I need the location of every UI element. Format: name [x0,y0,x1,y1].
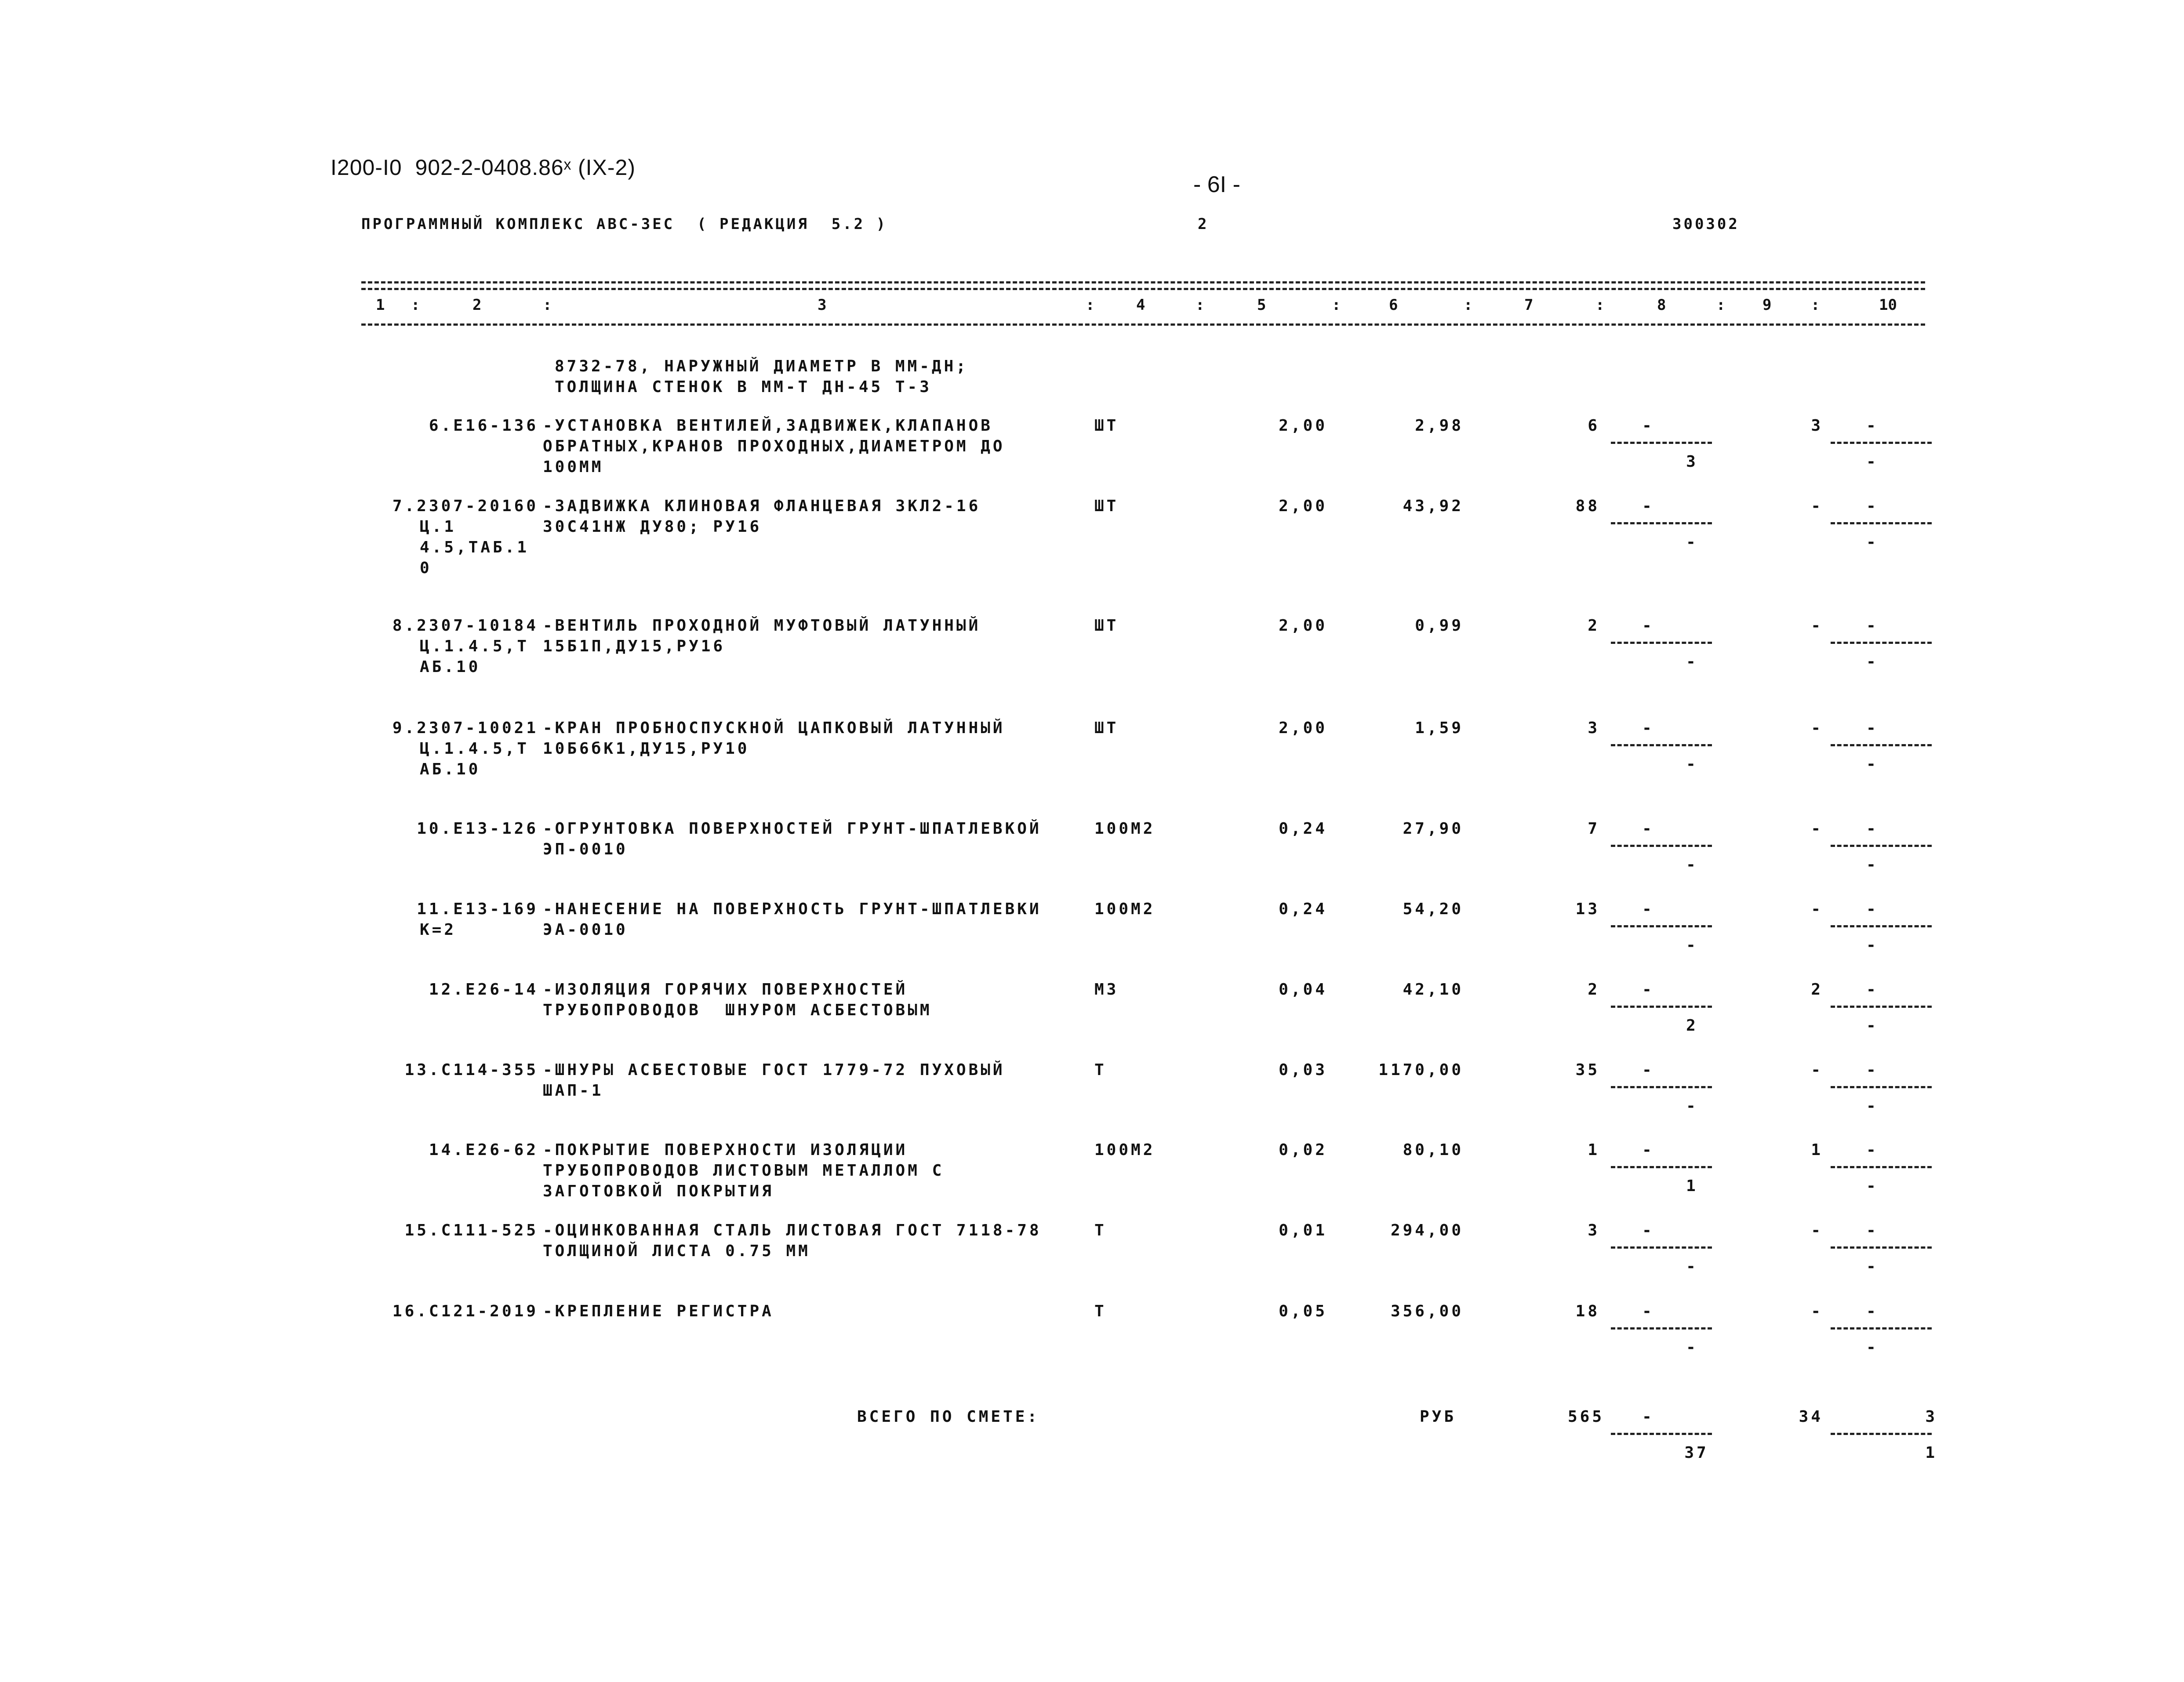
row-col8-denominator: - [1686,1097,1698,1115]
fraction-line [1611,1246,1712,1249]
row-quantity: 0,01 [1279,1221,1327,1239]
total-col9: 34 [1799,1408,1823,1426]
row-col10-numerator: - [1866,497,1879,515]
row-col10-denominator: - [1866,1338,1879,1356]
fraction-line [1611,744,1712,746]
row-code: 13.С114-355 [404,1061,538,1079]
row-col10-denominator: - [1866,856,1879,874]
row-price: 43,92 [1403,497,1464,515]
row-col8-numerator: - [1642,1302,1654,1320]
row-col8-denominator: - [1686,1257,1698,1275]
row-col10-numerator: - [1866,1221,1879,1239]
row-description: -НАНЕСЕНИЕ НА ПОВЕРХНОСТЬ ГРУНТ-ШПАТЛЕВКИ ЭА-0010 [543,900,1042,939]
row-col8: 6 [1588,417,1600,435]
column-separator: : [1811,296,1820,314]
row-col10-denominator: - [1866,755,1879,773]
column-number-3: 3 [818,296,827,314]
fraction-line [1831,1086,1932,1088]
row-quantity: 0,24 [1279,900,1327,918]
row-col9: - [1811,1221,1823,1239]
row-col8: 88 [1575,497,1600,515]
fraction-line [1611,442,1712,444]
row-unit: Т [1094,1221,1107,1239]
fraction-line [1831,522,1932,524]
row-col10-numerator: - [1866,1141,1879,1159]
fraction-line [1611,1086,1712,1088]
row-col9: - [1811,1302,1823,1320]
row-col8-denominator: - [1686,533,1698,551]
column-separator: : [1196,296,1205,314]
row-description: -ОЦИНКОВАННАЯ СТАЛЬ ЛИСТОВАЯ ГОСТ 7118-78 ТОЛЩИНОЙ ЛИСТА 0.75 ММ [543,1221,1042,1260]
fraction-line [1611,1433,1712,1435]
row-price: 294,00 [1390,1221,1464,1239]
fraction-line [1831,1327,1932,1330]
row-col8: 13 [1575,900,1600,918]
row-col10-denominator: - [1866,936,1879,954]
column-separator: : [1332,296,1341,314]
row-col8-numerator: - [1642,1061,1654,1079]
row-description: -ЗАДВИЖКА КЛИНОВАЯ ФЛАНЦЕВАЯ ЗКЛ2-16 30С41НЖ ДУ80; РУ16 [543,497,981,536]
row-col8-numerator: - [1642,1221,1654,1239]
fraction-line [1831,744,1932,746]
row-note: К=2 [420,921,457,939]
row-col9: - [1811,1061,1823,1079]
document-code: I200-I0 902-2-0408.86ˣ (IX-2) [331,155,636,180]
row-col10-numerator: - [1866,719,1879,737]
fraction-line [1611,845,1712,847]
row-unit: 100М2 [1094,900,1156,918]
document-code-number: 300302 [1672,215,1740,233]
row-description: -КРЕПЛЕНИЕ РЕГИСТРА [543,1302,774,1320]
row-code: 14.Е26-62 [429,1141,538,1159]
row-unit: ШТ [1094,719,1119,737]
fraction-line [1611,925,1712,927]
row-code: 10.Е13-126 [417,820,538,838]
sheet-number: 2 [1198,215,1209,233]
row-col10-numerator: - [1866,417,1879,435]
row-col10-denominator: - [1866,1177,1879,1195]
row-col8: 3 [1588,1221,1600,1239]
row-col8-denominator: 1 [1686,1177,1698,1195]
row-price: 42,10 [1403,981,1464,999]
row-col10-denominator: - [1866,653,1879,671]
row-unit: Т [1094,1061,1107,1079]
row-description: -ПОКРЫТИЕ ПОВЕРХНОСТИ ИЗОЛЯЦИИ ТРУБОПРОВОДОВ ЛИСТОВЫМ МЕТАЛЛОМ С ЗАГОТОВКОЙ ПОКРЫТИЯ [543,1141,945,1200]
row-col8: 3 [1588,719,1600,737]
row-code: 7.2307-20160 [392,497,538,515]
column-number-10: 10 [1879,296,1897,314]
row-col8: 7 [1588,820,1600,838]
program-header: ПРОГРАММНЫЙ КОМПЛЕКС АВС-3ЕС ( РЕДАКЦИЯ 5.2 ) [361,215,888,233]
row-col8-numerator: - [1642,417,1654,435]
column-number-6: 6 [1389,296,1398,314]
row-col9: 1 [1811,1141,1823,1159]
row-col10-numerator: - [1866,617,1879,635]
row-col9: - [1811,719,1823,737]
row-price: 356,00 [1390,1302,1464,1320]
row-col8-denominator: - [1686,755,1698,773]
row-code: 15.С111-525 [404,1221,538,1239]
row-code: 11.Е13-169 [417,900,538,918]
total-col10-denominator: 1 [1925,1444,1937,1462]
row-col9: 2 [1811,981,1823,999]
row-col8: 2 [1588,981,1600,999]
fraction-line [1831,1433,1932,1435]
row-col9: 3 [1811,417,1823,435]
row-unit: ШТ [1094,497,1119,515]
row-price: 54,20 [1403,900,1464,918]
row-unit: ШТ [1094,617,1119,635]
total-col10-numerator: 3 [1925,1408,1937,1426]
row-col8-numerator: - [1642,981,1654,999]
row-quantity: 2,00 [1279,617,1327,635]
total-col8-denominator: 37 [1684,1444,1709,1462]
fraction-line [1611,1166,1712,1168]
column-separator: : [1716,296,1726,314]
row-col9: - [1811,900,1823,918]
row-col8-denominator: - [1686,1338,1698,1356]
row-code: 16.С121-2019 [392,1302,538,1320]
column-number-9: 9 [1762,296,1772,314]
row-quantity: 0,03 [1279,1061,1327,1079]
row-col10-numerator: - [1866,900,1879,918]
column-separator: : [1595,296,1605,314]
row-price: 0,99 [1415,617,1464,635]
row-quantity: 0,05 [1279,1302,1327,1320]
row-col10-numerator: - [1866,1061,1879,1079]
row-col10-numerator: - [1866,981,1879,999]
fraction-line [1831,642,1932,644]
total-currency: РУБ [1420,1408,1457,1426]
row-col8-denominator: - [1686,653,1698,671]
row-col10-denominator: - [1866,533,1879,551]
row-col8-denominator: 2 [1686,1017,1698,1035]
row-col8-numerator: - [1642,497,1654,515]
column-number-4: 4 [1136,296,1145,314]
row-col8: 18 [1575,1302,1600,1320]
row-price: 1,59 [1415,719,1464,737]
fraction-line [1831,442,1932,444]
row-col8-numerator: - [1642,900,1654,918]
fraction-line [1611,522,1712,524]
row-description: -ШНУРЫ АСБЕСТОВЫЕ ГОСТ 1779-72 ПУХОВЫЙ ШАП-1 [543,1061,1005,1100]
column-number-8: 8 [1657,296,1666,314]
row-code: 8.2307-10184 [392,617,538,635]
page-number: - 6I - [1193,172,1240,197]
row-col9: - [1811,617,1823,635]
row-col9: - [1811,820,1823,838]
row-description: -КРАН ПРОБНОСПУСКНОЙ ЦАПКОВЫЙ ЛАТУННЫЙ 10Б6бК1,ДУ15,РУ10 [543,719,1005,758]
fraction-line [1611,1327,1712,1330]
row-quantity: 2,00 [1279,719,1327,737]
row-col9: - [1811,497,1823,515]
column-number-2: 2 [472,296,482,314]
row-unit: М3 [1094,981,1119,999]
row-unit: Т [1094,1302,1107,1320]
row-code: 12.Е26-14 [429,981,538,999]
row-price: 2,98 [1415,417,1464,435]
row-col8-numerator: - [1642,719,1654,737]
total-label: ВСЕГО ПО СМЕТЕ: [857,1408,1040,1426]
row-description: -ОГРУНТОВКА ПОВЕРХНОСТЕЙ ГРУНТ-ШПАТЛЕВКОЙ ЭП-0010 [543,820,1042,858]
total-col8-numerator: - [1642,1408,1654,1426]
fraction-line [1831,925,1932,927]
fraction-line [1611,642,1712,644]
row-col8-numerator: - [1642,820,1654,838]
row-description: -УСТАНОВКА ВЕНТИЛЕЙ,ЗАДВИЖЕК,КЛАПАНОВ ОБРАТНЫХ,КРАНОВ ПРОХОДНЫХ,ДИАМЕТРОМ ДО 100ММ [543,417,1005,476]
fraction-line [1831,1006,1932,1008]
column-separator: : [411,296,420,314]
row-col10-numerator: - [1866,1302,1879,1320]
row-col10-denominator: - [1866,1097,1879,1115]
row-col10-denominator: - [1866,1257,1879,1275]
table-top-rule [361,281,1925,283]
row-col8-numerator: - [1642,1141,1654,1159]
row-quantity: 0,04 [1279,981,1327,999]
column-number-5: 5 [1257,296,1266,314]
row-quantity: 0,24 [1279,820,1327,838]
column-number-7: 7 [1524,296,1534,314]
total-col8: 565 [1567,1408,1604,1426]
column-separator: : [1086,296,1095,314]
row-unit: ШТ [1094,417,1119,435]
row-col8: 2 [1588,617,1600,635]
column-separator: : [543,296,552,314]
row-col8-numerator: - [1642,617,1654,635]
fraction-line [1831,845,1932,847]
column-number-1: 1 [376,296,385,314]
row-col10-denominator: - [1866,1017,1879,1035]
row-quantity: 0,02 [1279,1141,1327,1159]
row-col8-denominator: 3 [1686,453,1698,471]
row-col8: 35 [1575,1061,1600,1079]
row-note: Ц.1 4.5,ТАБ.1 0 [420,518,530,577]
row-note: Ц.1.4.5,Т АБ.10 [420,637,530,676]
row-col10-denominator: - [1866,453,1879,471]
fraction-line [1831,1166,1932,1168]
row-col8-denominator: - [1686,856,1698,874]
row-price: 80,10 [1403,1141,1464,1159]
row-price: 1170,00 [1378,1061,1464,1079]
row-col8: 1 [1588,1141,1600,1159]
row-code: 6.Е16-136 [429,417,538,435]
row-price: 27,90 [1403,820,1464,838]
intro-text: 8732-78, НАРУЖНЫЙ ДИАМЕТР В ММ-ДН; ТОЛЩИНА СТЕНОК В ММ-Т ДН-45 Т-3 [555,357,968,396]
row-quantity: 2,00 [1279,417,1327,435]
fraction-line [1611,1006,1712,1008]
row-note: Ц.1.4.5,Т АБ.10 [420,740,530,778]
fraction-line [1831,1246,1932,1249]
row-col10-numerator: - [1866,820,1879,838]
table-header-rule [361,323,1925,326]
row-description: -ВЕНТИЛЬ ПРОХОДНОЙ МУФТОВЫЙ ЛАТУННЫЙ 15Б1П,ДУ15,РУ16 [543,617,981,655]
row-quantity: 2,00 [1279,497,1327,515]
column-separator: : [1464,296,1473,314]
row-code: 9.2307-10021 [392,719,538,737]
row-unit: 100М2 [1094,1141,1156,1159]
table-top-rule-2 [361,288,1925,290]
row-col8-denominator: - [1686,936,1698,954]
row-description: -ИЗОЛЯЦИЯ ГОРЯЧИХ ПОВЕРХНОСТЕЙ ТРУБОПРОВОДОВ ШНУРОМ АСБЕСТОВЫМ [543,981,932,1019]
row-unit: 100М2 [1094,820,1156,838]
